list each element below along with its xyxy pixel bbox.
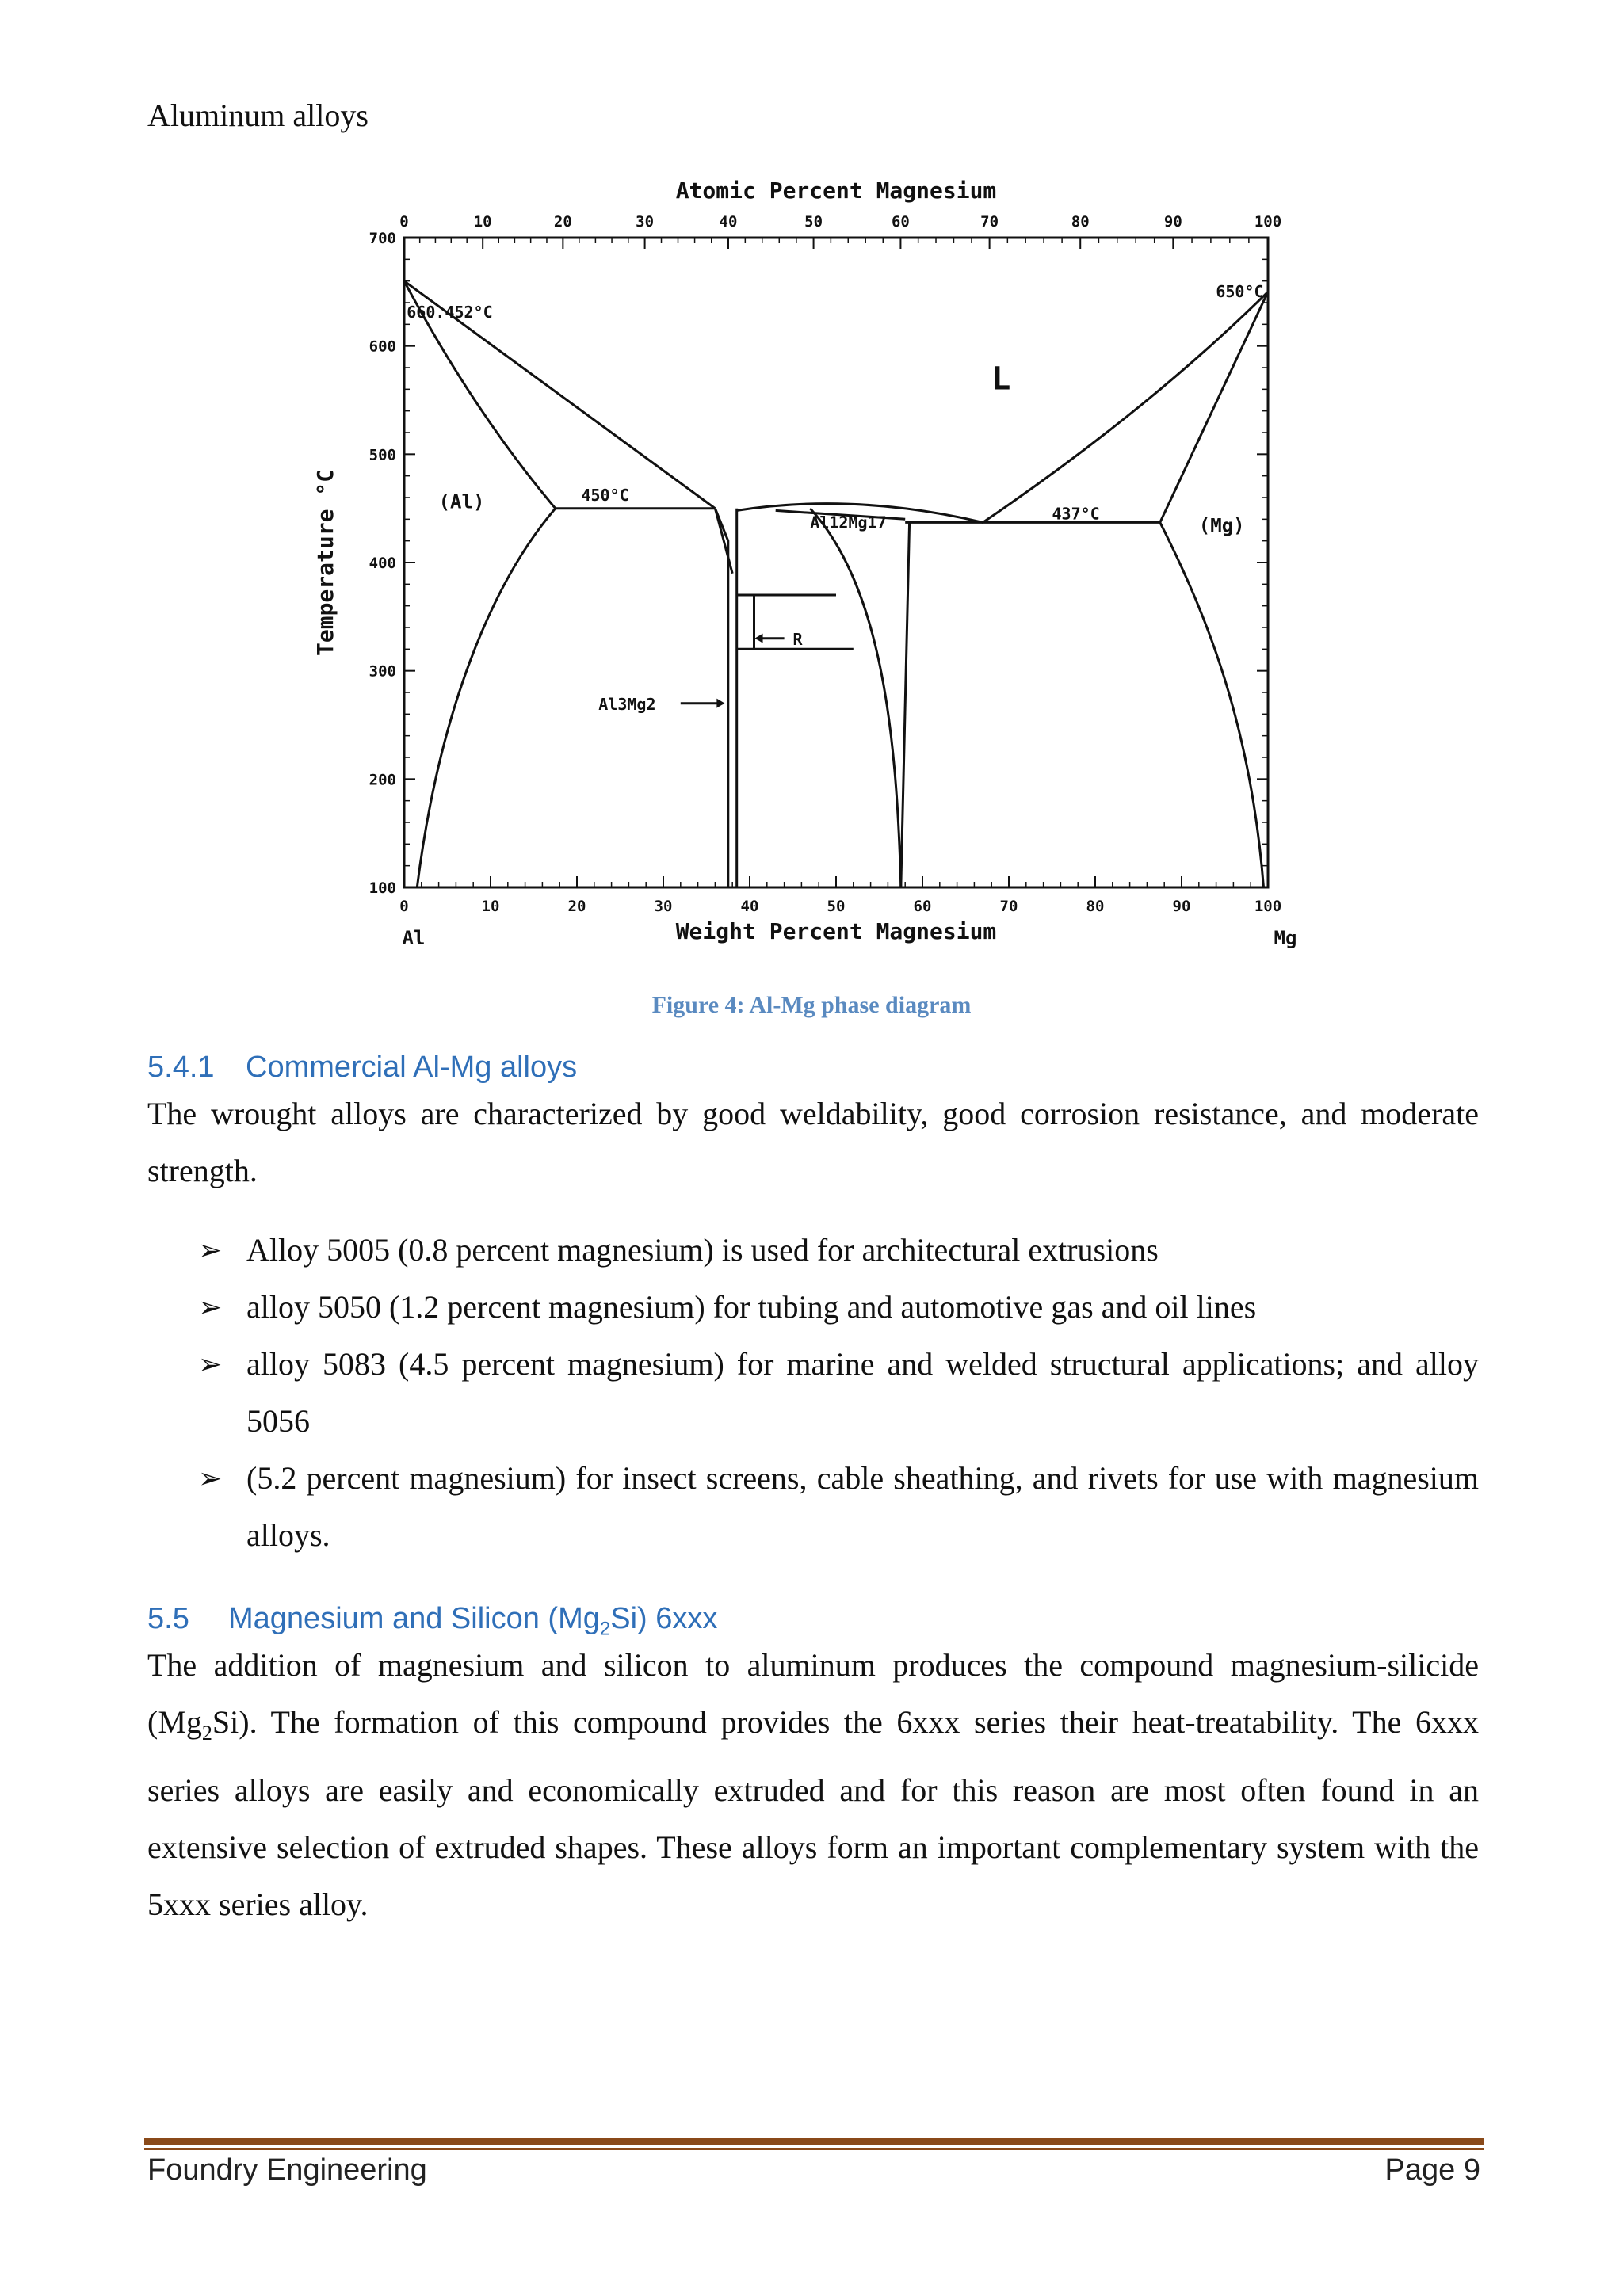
mg-melting-point-label: 650°C (1216, 282, 1264, 302)
plot-frame (404, 238, 1268, 887)
liquidus-mg-side (983, 292, 1268, 522)
bottom-tick-label: 20 (567, 898, 586, 915)
alloy-bullet-list (198, 1222, 1479, 1564)
section-title: Commercial Al-Mg alloys (246, 1051, 578, 1084)
mg-phase-label: (Mg) (1198, 514, 1245, 537)
top-tick-label: 10 (473, 213, 492, 231)
top-tick-label: 50 (804, 213, 823, 231)
solidus-mg (1160, 292, 1268, 522)
top-tick-label: 0 (399, 213, 409, 231)
running-header: Aluminum alloys (147, 97, 369, 133)
al3mg2-top (715, 509, 732, 574)
bottom-tick-label: 0 (399, 898, 409, 915)
al-melting-point-label: 660.452°C (407, 303, 493, 322)
y-tick-label: 100 (369, 879, 396, 897)
arrow-bullet-icon: ➢ (198, 1348, 223, 1380)
section-title-part: Magnesium and Silicon (Mg (228, 1602, 600, 1635)
bottom-tick-label: 40 (740, 898, 759, 915)
bottom-tick-label: 60 (913, 898, 932, 915)
top-tick-label: 60 (891, 213, 910, 231)
list-item-text: Alloy 5005 (0.8 percent magnesium) is used for architectural extrusions (246, 1232, 1159, 1268)
al3mg2-left (715, 509, 727, 887)
subscript: 2 (599, 1618, 611, 1640)
paragraph-text: The addition of magnesium and silicon to aluminum produces the compound magnesium-silicide (Mg (147, 1647, 1479, 1740)
solvus-al (417, 509, 556, 887)
eutectic-437-label: 437°C (1052, 504, 1100, 524)
list-item (198, 1336, 1479, 1450)
paragraph-text: Si). The formation of this compound provides the 6xxx series their heat-treatability. The 6xxx series alloys are easily and economically extruded and for this reason are most often found in an extensive selection of extruded shapes. These alloys form an important complementary system with the 5xxx series alloy. (147, 1704, 1479, 1922)
al-phase-label: (Al) (438, 490, 485, 513)
liquid-phase-label: L (991, 360, 1011, 398)
y-tick-label: 500 (369, 446, 396, 464)
y-axis-title: Temperature °C (312, 468, 338, 657)
r-arrow-head (755, 634, 763, 643)
y-tick-label: 700 (369, 230, 396, 247)
arrow-bullet-icon: ➢ (198, 1234, 223, 1266)
bottom-tick-label: 10 (481, 898, 500, 915)
list-item (198, 1279, 1479, 1336)
y-tick-label: 200 (369, 771, 396, 789)
section-title (228, 1602, 718, 1640)
al12mg17-left (810, 509, 901, 887)
figure-caption: Figure 4: Al-Mg phase diagram (651, 992, 972, 1018)
bottom-tick-label: 90 (1172, 898, 1191, 915)
al12mg17-right (901, 522, 910, 887)
r-phase-label: R (792, 629, 803, 649)
top-tick-label: 20 (553, 213, 572, 231)
footer-rule (144, 2138, 1484, 2145)
footer-rule-thin (144, 2148, 1484, 2150)
bottom-tick-label: 70 (999, 898, 1018, 915)
footer-title: Foundry Engineering (147, 2153, 427, 2187)
paragraph-mg2si (147, 1637, 1479, 1933)
bottom-tick-label: 80 (1086, 898, 1105, 915)
paragraph-wrought-alloys: The wrought alloys are characterized by good weldability, good corrosion resistance, and moderate strength. (147, 1096, 1479, 1188)
list-item-text: alloy 5083 (4.5 percent magnesium) for marine and welded structural applications; and alloy 5056 (246, 1346, 1479, 1439)
bottom-tick-label: 30 (654, 898, 673, 915)
arrow-bullet-icon: ➢ (198, 1291, 223, 1323)
section-number: 5.5 (147, 1602, 189, 1635)
top-tick-label: 40 (719, 213, 738, 231)
arrow-bullet-icon: ➢ (198, 1463, 223, 1494)
eutectic-450-label: 450°C (581, 486, 629, 505)
section-title-part: Si) 6xxx (610, 1602, 718, 1635)
y-tick-label: 300 (369, 662, 396, 681)
top-tick-label: 70 (980, 213, 999, 231)
y-tick-label: 600 (369, 338, 396, 356)
bottom-tick-label: 50 (827, 898, 846, 915)
top-tick-label: 90 (1163, 213, 1182, 231)
al-element-label: Al (402, 927, 426, 949)
section-number: 5.4.1 (147, 1051, 215, 1084)
subscript: 2 (201, 1722, 212, 1745)
list-item-text: (5.2 percent magnesium) for insect screens, cable sheathing, and rivets for use with magnesium alloys. (246, 1460, 1479, 1553)
phase-diagram-figure (301, 166, 1323, 967)
al3mg2-label: Al3Mg2 (598, 694, 656, 714)
bottom-axis-title: Weight Percent Magnesium (675, 918, 997, 944)
bottom-tick-label: 100 (1254, 898, 1282, 915)
solvus-mg (1160, 522, 1264, 887)
mg-element-label: Mg (1274, 927, 1297, 949)
al3mg2-arrow-head (716, 699, 724, 708)
section-heading-5-5 (147, 1602, 717, 1641)
al12mg17-label: Al12Mg17 (810, 513, 887, 532)
list-item (198, 1222, 1479, 1279)
y-tick-label: 400 (369, 555, 396, 572)
top-tick-label: 30 (636, 213, 655, 231)
section-heading-5-4-1 (147, 1051, 577, 1085)
top-tick-label: 80 (1071, 213, 1090, 231)
top-axis-title: Atomic Percent Magnesium (675, 177, 997, 204)
list-item (198, 1450, 1479, 1564)
list-item-text: alloy 5050 (1.2 percent magnesium) for tubing and automotive gas and oil lines (246, 1289, 1257, 1325)
page-number: Page 9 (1384, 2153, 1480, 2187)
top-tick-label: 100 (1254, 213, 1282, 231)
